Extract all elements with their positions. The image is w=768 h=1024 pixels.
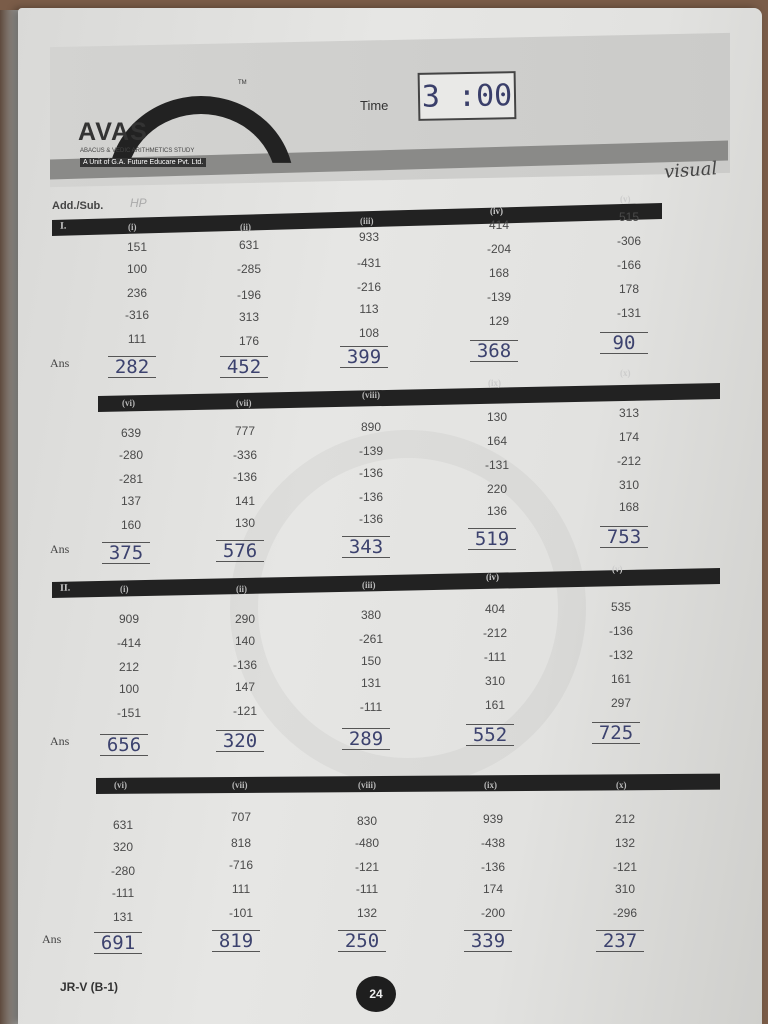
problem-number: 414	[488, 218, 510, 232]
problem-number: 933	[358, 230, 380, 244]
problem-number: -414	[116, 636, 142, 650]
answer-value: 576	[216, 540, 264, 562]
answer-value: 289	[342, 728, 390, 750]
problem-number: -111	[111, 886, 135, 900]
logo-name: AVAS	[78, 118, 148, 146]
answer-value: 282	[108, 356, 156, 378]
problem-label: (ii)	[240, 222, 251, 232]
problem-number: -101	[228, 906, 254, 920]
problem-number: 161	[484, 698, 506, 712]
answer-value: 519	[468, 528, 516, 550]
problem-number: 129	[488, 314, 510, 328]
problem-number: 150	[360, 654, 382, 668]
problem-number: 178	[618, 282, 640, 296]
problem-number: 168	[618, 500, 640, 514]
problem-number: -280	[110, 864, 136, 878]
problem-number: -136	[480, 860, 506, 874]
problem-number: 140	[234, 634, 256, 648]
problem-number: 631	[238, 238, 260, 252]
problem-number: 176	[238, 334, 260, 348]
problem-number: -136	[608, 624, 634, 638]
problem-label: (iii)	[360, 216, 374, 226]
pen-note: HP	[130, 196, 147, 210]
problem-number: 535	[610, 600, 632, 614]
problem-number: 131	[360, 676, 382, 690]
problem-number: 130	[234, 516, 256, 530]
answer-label: Ans	[50, 734, 70, 748]
answer-value: 819	[212, 930, 260, 952]
problem-number: 290	[234, 612, 256, 626]
watermark-logo	[230, 430, 586, 786]
problem-number: -151	[116, 706, 142, 720]
problem-label: (x)	[616, 780, 627, 790]
problem-number: 174	[482, 882, 504, 896]
problem-number: 131	[112, 910, 134, 924]
answer-value: 339	[464, 930, 512, 952]
handwritten-note: visual	[663, 158, 718, 183]
answer-value: 237	[596, 930, 644, 952]
section-title: Add./Sub.	[52, 200, 104, 212]
problem-label: (iii)	[362, 580, 376, 590]
problem-number: -200	[480, 906, 506, 920]
answer-value: 399	[340, 346, 388, 368]
problem-number: 818	[230, 836, 252, 850]
problem-number: 132	[614, 836, 636, 850]
problem-number: 236	[126, 286, 148, 300]
problem-number: -336	[232, 448, 258, 462]
problem-number: -285	[236, 262, 262, 276]
problem-number: -196	[236, 288, 262, 302]
problem-label: (iv)	[490, 206, 503, 216]
problem-label: (vi)	[114, 780, 127, 790]
answer-value: 250	[338, 930, 386, 952]
problem-number: -121	[232, 704, 258, 718]
answer-value: 320	[216, 730, 264, 752]
problem-number: 137	[120, 494, 142, 508]
problem-number: 890	[360, 420, 382, 434]
problem-number: 830	[356, 814, 378, 828]
problem-number: -139	[486, 290, 512, 304]
problem-number: -306	[616, 234, 642, 248]
problem-number: 147	[234, 680, 256, 694]
problem-number: 310	[614, 882, 636, 896]
problem-label: (viii)	[358, 780, 376, 790]
problem-number: 320	[112, 840, 134, 854]
problem-number: 136	[486, 504, 508, 518]
problem-number: 100	[126, 262, 148, 276]
problem-number: -216	[356, 280, 382, 294]
problem-number: 515	[618, 210, 640, 224]
problem-number: -438	[480, 836, 506, 850]
problem-label: (v)	[620, 194, 631, 204]
problem-number: 111	[127, 332, 147, 346]
problem-number: -431	[356, 256, 382, 270]
problem-number: -136	[358, 490, 384, 504]
time-label: Time	[360, 98, 389, 113]
problem-number: 404	[484, 602, 506, 616]
answer-label: Ans	[50, 356, 70, 370]
problem-number: 174	[618, 430, 640, 444]
problem-number: -136	[232, 470, 258, 484]
problem-number: 310	[618, 478, 640, 492]
answer-value: 452	[220, 356, 268, 378]
problem-number: 212	[614, 812, 636, 826]
problem-number: -716	[228, 858, 254, 872]
answer-value: 90	[600, 332, 648, 354]
problem-label: (ix)	[484, 780, 497, 790]
problem-number: -166	[616, 258, 642, 272]
problem-label: (i)	[128, 222, 137, 232]
answer-value: 656	[100, 734, 148, 756]
problem-number: -131	[616, 306, 642, 320]
problem-number: -136	[358, 466, 384, 480]
problem-number: -111	[359, 700, 383, 714]
problem-number: 130	[486, 410, 508, 424]
problem-number: -212	[616, 454, 642, 468]
problem-label: (iv)	[486, 572, 499, 582]
problem-number: -261	[358, 632, 384, 646]
avas-logo	[78, 88, 258, 178]
problem-number: 220	[486, 482, 508, 496]
problem-number: 111	[231, 882, 251, 896]
problem-label: (i)	[120, 584, 129, 594]
problem-number: -139	[358, 444, 384, 458]
problem-number: 631	[112, 818, 134, 832]
problem-number: 161	[610, 672, 632, 686]
problem-label: (vii)	[236, 398, 252, 408]
problem-label: (ii)	[236, 584, 247, 594]
problem-number: -136	[232, 658, 258, 672]
answer-value: 375	[102, 542, 150, 564]
logo-tagline: ABACUS & VEDIC ARITHMETICS STUDY	[80, 148, 195, 154]
page-number: 24	[356, 976, 396, 1012]
problem-number: -131	[484, 458, 510, 472]
problem-number: 168	[488, 266, 510, 280]
problem-number: 777	[234, 424, 256, 438]
problem-number: 639	[120, 426, 142, 440]
answer-value: 691	[94, 932, 142, 954]
answer-value: 725	[592, 722, 640, 744]
problem-number: 132	[356, 906, 378, 920]
section-number: I.	[60, 220, 67, 232]
trademark: TM	[238, 80, 247, 86]
problem-number: 313	[618, 406, 640, 420]
answer-value: 753	[600, 526, 648, 548]
problem-number: -480	[354, 836, 380, 850]
problem-label: (vi)	[122, 398, 135, 408]
problem-number: -296	[612, 906, 638, 920]
time-value: 3 :00	[418, 71, 517, 121]
logo-unit: A Unit of G.A. Future Educare Pvt. Ltd.	[80, 158, 206, 167]
answer-value: 552	[466, 724, 514, 746]
problem-number: -121	[354, 860, 380, 874]
problem-number: -204	[486, 242, 512, 256]
problem-number: 141	[234, 494, 256, 508]
problem-number: -316	[124, 308, 150, 322]
problem-label: (vii)	[232, 780, 248, 790]
problem-number: -136	[358, 512, 384, 526]
problem-number: 313	[238, 310, 260, 324]
problem-number: 707	[230, 810, 252, 824]
problem-number: -121	[612, 860, 638, 874]
problem-label: (ix)	[488, 378, 501, 388]
problem-number: -111	[355, 882, 379, 896]
problem-label: (viii)	[362, 390, 380, 400]
problem-number: 108	[358, 326, 380, 340]
book-code: JR-V (B-1)	[60, 980, 119, 994]
problem-number: 100	[118, 682, 140, 696]
problem-number: -212	[482, 626, 508, 640]
problem-number: 310	[484, 674, 506, 688]
problem-label: (v)	[612, 564, 623, 574]
problem-number: -281	[118, 472, 144, 486]
problem-number: 939	[482, 812, 504, 826]
problem-number: -280	[118, 448, 144, 462]
problem-number: -132	[608, 648, 634, 662]
problem-number: 164	[486, 434, 508, 448]
problem-number: 160	[120, 518, 142, 532]
problem-number: 380	[360, 608, 382, 622]
answer-value: 343	[342, 536, 390, 558]
answer-value: 368	[470, 340, 518, 362]
problem-label: (x)	[620, 368, 631, 378]
problem-number: 909	[118, 612, 140, 626]
problem-number: 212	[118, 660, 140, 674]
problem-number: -111	[483, 650, 507, 664]
answer-label: Ans	[42, 932, 62, 946]
answer-label: Ans	[50, 542, 70, 556]
problem-number: 297	[610, 696, 632, 710]
problem-number: 113	[359, 302, 379, 316]
problem-number: 151	[126, 240, 148, 254]
section-number: II.	[60, 582, 71, 594]
